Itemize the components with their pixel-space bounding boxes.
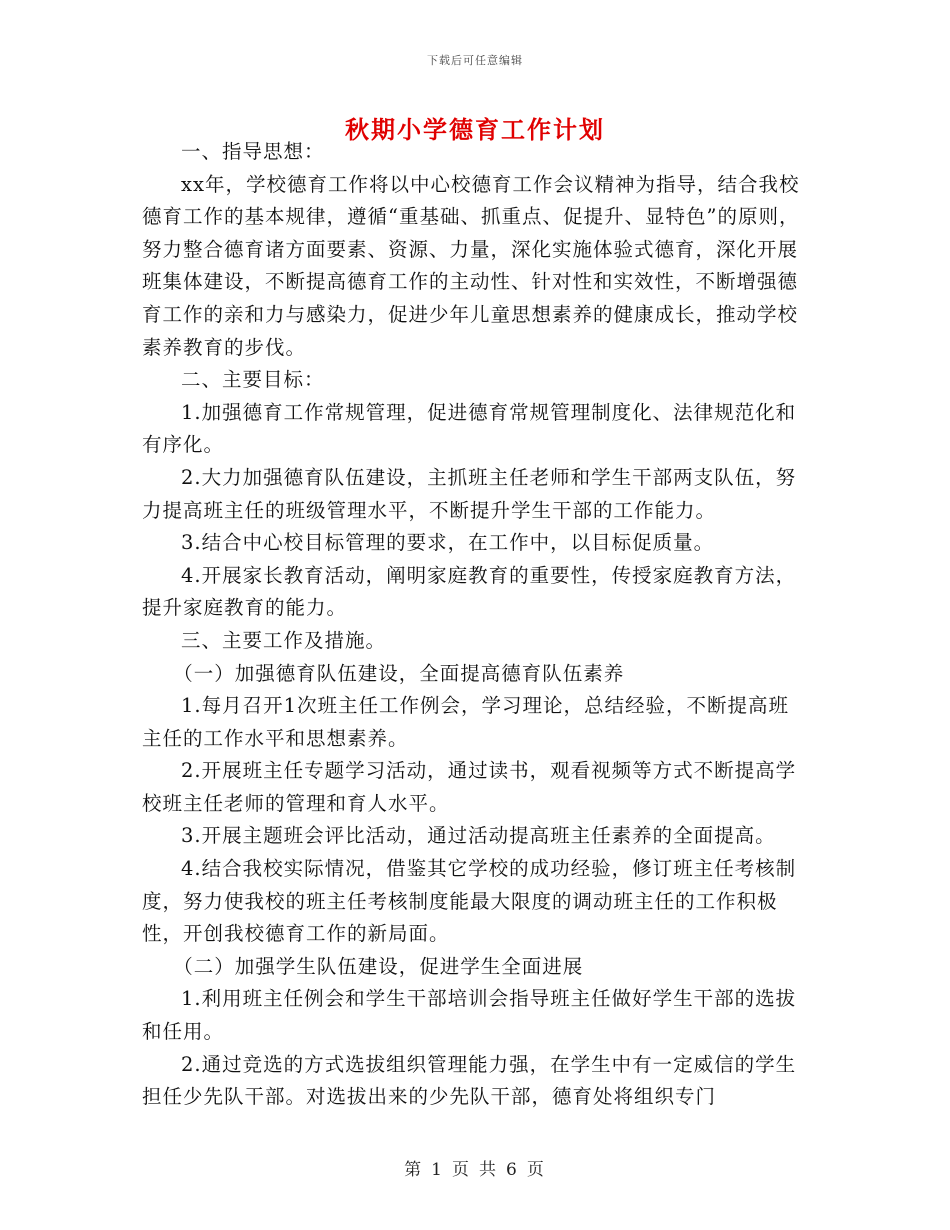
page-number: 1 — [431, 1160, 444, 1180]
paragraph: 3.开展主题班会评比活动，通过活动提高班主任素养的全面提高。 — [181, 824, 776, 848]
page-footer — [0, 1155, 950, 1180]
page-total: 6 — [506, 1160, 519, 1180]
paragraph: xx年，学校德育工作将以中心校德育工作会议精神为指导，结合我校德育工作的基本规律，遵循“重基础、抓重点、促提升、显特色”的原则，努力整合德育诸方面要素、资源、力量，深化实施体验式德育，深化开展班集体建设，不断提高德育工作的主动性、针对性和实效性，不断增强德育工作的亲和力与感染力，促进少年儿童思想素养的健康成长，推动学校素养教育的步伐。 — [142, 172, 800, 359]
footer-prefix: 第 — [404, 1160, 424, 1180]
subsection-heading: （二）加强学生队伍建设，促进学生全面进展 — [173, 954, 584, 978]
paragraph: 1.利用班主任例会和学生干部培训会指导班主任做好学生干部的选拔和任用。 — [142, 987, 797, 1044]
paragraph: 2.大力加强德育队伍建设，主抓班主任老师和学生干部两支队伍，努力提高班主任的班级管理水平，不断提升学生干部的工作能力。 — [142, 465, 797, 522]
paragraph: 1.每月召开1次班主任工作例会，学习理论，总结经验，不断提高班主任的工作水平和思想素养。 — [142, 694, 790, 750]
document-title: 秋期小学德育工作计划 — [345, 115, 605, 144]
paragraph: 2.开展班主任专题学习活动，通过读书，观看视频等方式不断提高学校班主任老师的管理和育人水平。 — [142, 759, 797, 815]
footer-total-word: 共 — [479, 1160, 498, 1180]
header-note: 下载后可任意编辑 — [427, 54, 523, 67]
paragraph: 2.通过竞选的方式选拔组织管理能力强，在学生中有一定威信的学生担任少先队干部。对选拔出来的少先队干部，德育处将组织专门 — [142, 1052, 797, 1109]
footer-page-word: 页 — [452, 1160, 471, 1180]
subsection-heading: （一）加强德育队伍建设，全面提高德育队伍素养 — [173, 661, 625, 685]
document-body — [142, 136, 808, 1114]
paragraph: 4.开展家长教育活动，阐明家庭教育的重要性，传授家庭教育方法，提升家庭教育的能力。 — [142, 563, 797, 620]
paragraph: 1.加强德育工作常规管理，促进德育常规管理制度化、法律规范化和有序化。 — [142, 400, 797, 457]
paragraph: 3.结合中心校目标管理的要求，在工作中，以目标促质量。 — [181, 531, 715, 555]
section-heading: 三、主要工作及措施。 — [181, 628, 387, 652]
section-heading: 一、指导思想： — [181, 140, 325, 163]
section-heading: 二、主要目标： — [181, 368, 325, 392]
paragraph: 4.结合我校实际情况，借鉴其它学校的成功经验，修订班主任考核制度，努力使我校的班主任考核制度能最大限度的调动班主任的工作积极性，开创我校德育工作的新局面。 — [142, 857, 797, 946]
footer-suffix: 页 — [526, 1160, 546, 1180]
